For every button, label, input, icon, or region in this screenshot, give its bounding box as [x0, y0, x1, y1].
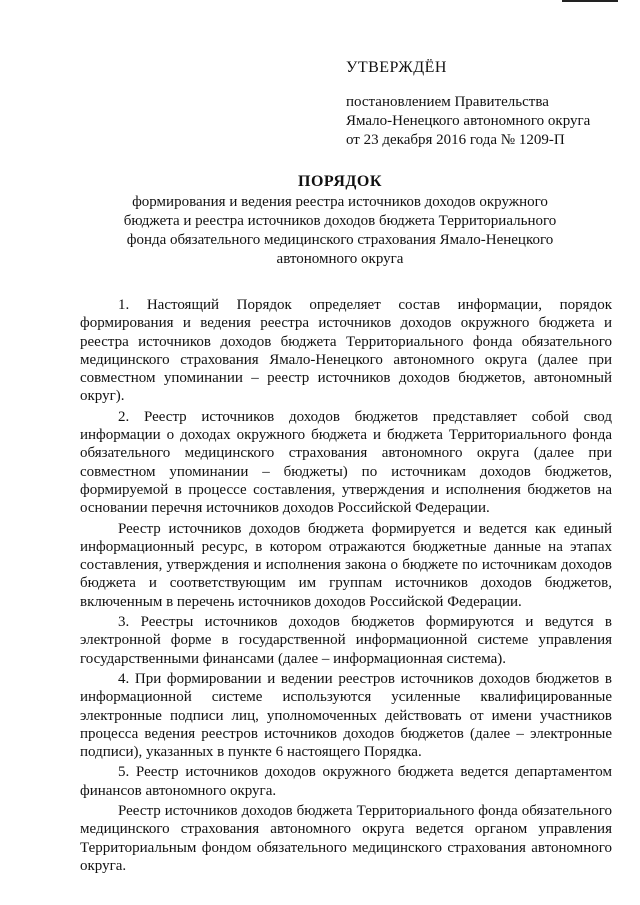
- paragraph-4: 4. При формировании и ведении реестров источников доходов бюджетов в информационной системе используются усиленные квалифицированные электронные подписи лиц, уполномоченных действовать от имени участников процесса ведения реестров источников доходов бюджетов (далее – электронные подписи), указанных в пункте 6 настоящего Порядка.: [80, 670, 612, 761]
- approval-line-date-number: от 23 декабря 2016 года № 1209-П: [346, 132, 565, 148]
- approval-stamp-title: УТВЕРЖДЁН: [346, 59, 447, 76]
- paragraph-5-continued: Реестр источников доходов бюджета Территориального фонда обязательного медицинского страхования автономного округа ведется органом управления Территориальным фондом обязательного медицинского страхования автономного округа.: [80, 803, 612, 874]
- document-title: ПОРЯДОК: [298, 173, 382, 190]
- document-subtitle-line-1: формирования и ведения реестра источников доходов окружного: [132, 194, 548, 210]
- approval-line-region: Ямало-Ненецкого автономного округа: [346, 113, 591, 129]
- paragraph-2: 2. Реестр источников доходов бюджетов представляет собой свод информации о доходах окружного бюджета и бюджета Территориального фонда обязательного медицинского страхования автономного округа (далее при совместном упоминании – бюджеты) по источникам доходов бюджетов, формируемой в процессе составления, утверждения и исполнения бюджетов на основании перечня источников доходов Российской Федерации.: [80, 408, 612, 517]
- document-subtitle-line-3: фонда обязательного медицинского страхования Ямало-Ненецкого: [126, 232, 554, 248]
- document-body: [80, 296, 612, 877]
- document-heading: [100, 172, 580, 269]
- approval-line-authority: постановлением Правительства: [346, 94, 549, 110]
- document-subtitle-line-4: автономного округа: [276, 251, 404, 267]
- approval-stamp-block: [346, 58, 626, 150]
- paragraph-5: 5. Реестр источников доходов окружного бюджета ведется департаментом финансов автономного округа.: [80, 764, 612, 799]
- paragraph-1: 1. Настоящий Порядок определяет состав информации, порядок формирования и ведения реестра источников доходов окружного бюджета и реестра источников доходов бюджета Территориального фонда обязательного медицинского страхования Ямало-Ненецкого автономного округа (далее при совместном упоминании – реестр источников доходов бюджетов, автономный округ).: [80, 297, 612, 405]
- document-subtitle-line-2: бюджета и реестра источников доходов бюджета Территориального: [123, 213, 557, 229]
- scan-corner-mark: [562, 0, 618, 2]
- paragraph-2-continued: Реестр источников доходов бюджета формируется и ведется как единый информационный ресурс, в котором отражаются бюджетные данные на этапах составления, утверждения и исполнения закона о бюджете по источникам доходов бюджета и соответствующим им группам источников доходов бюджетов, включенным в перечень источников доходов Российской Федерации.: [80, 520, 612, 610]
- paragraph-3: 3. Реестры источников доходов бюджетов формируются и ведутся в электронной форме в государственной информационной системе управления государственными финансами (далее – информационная система).: [80, 614, 612, 667]
